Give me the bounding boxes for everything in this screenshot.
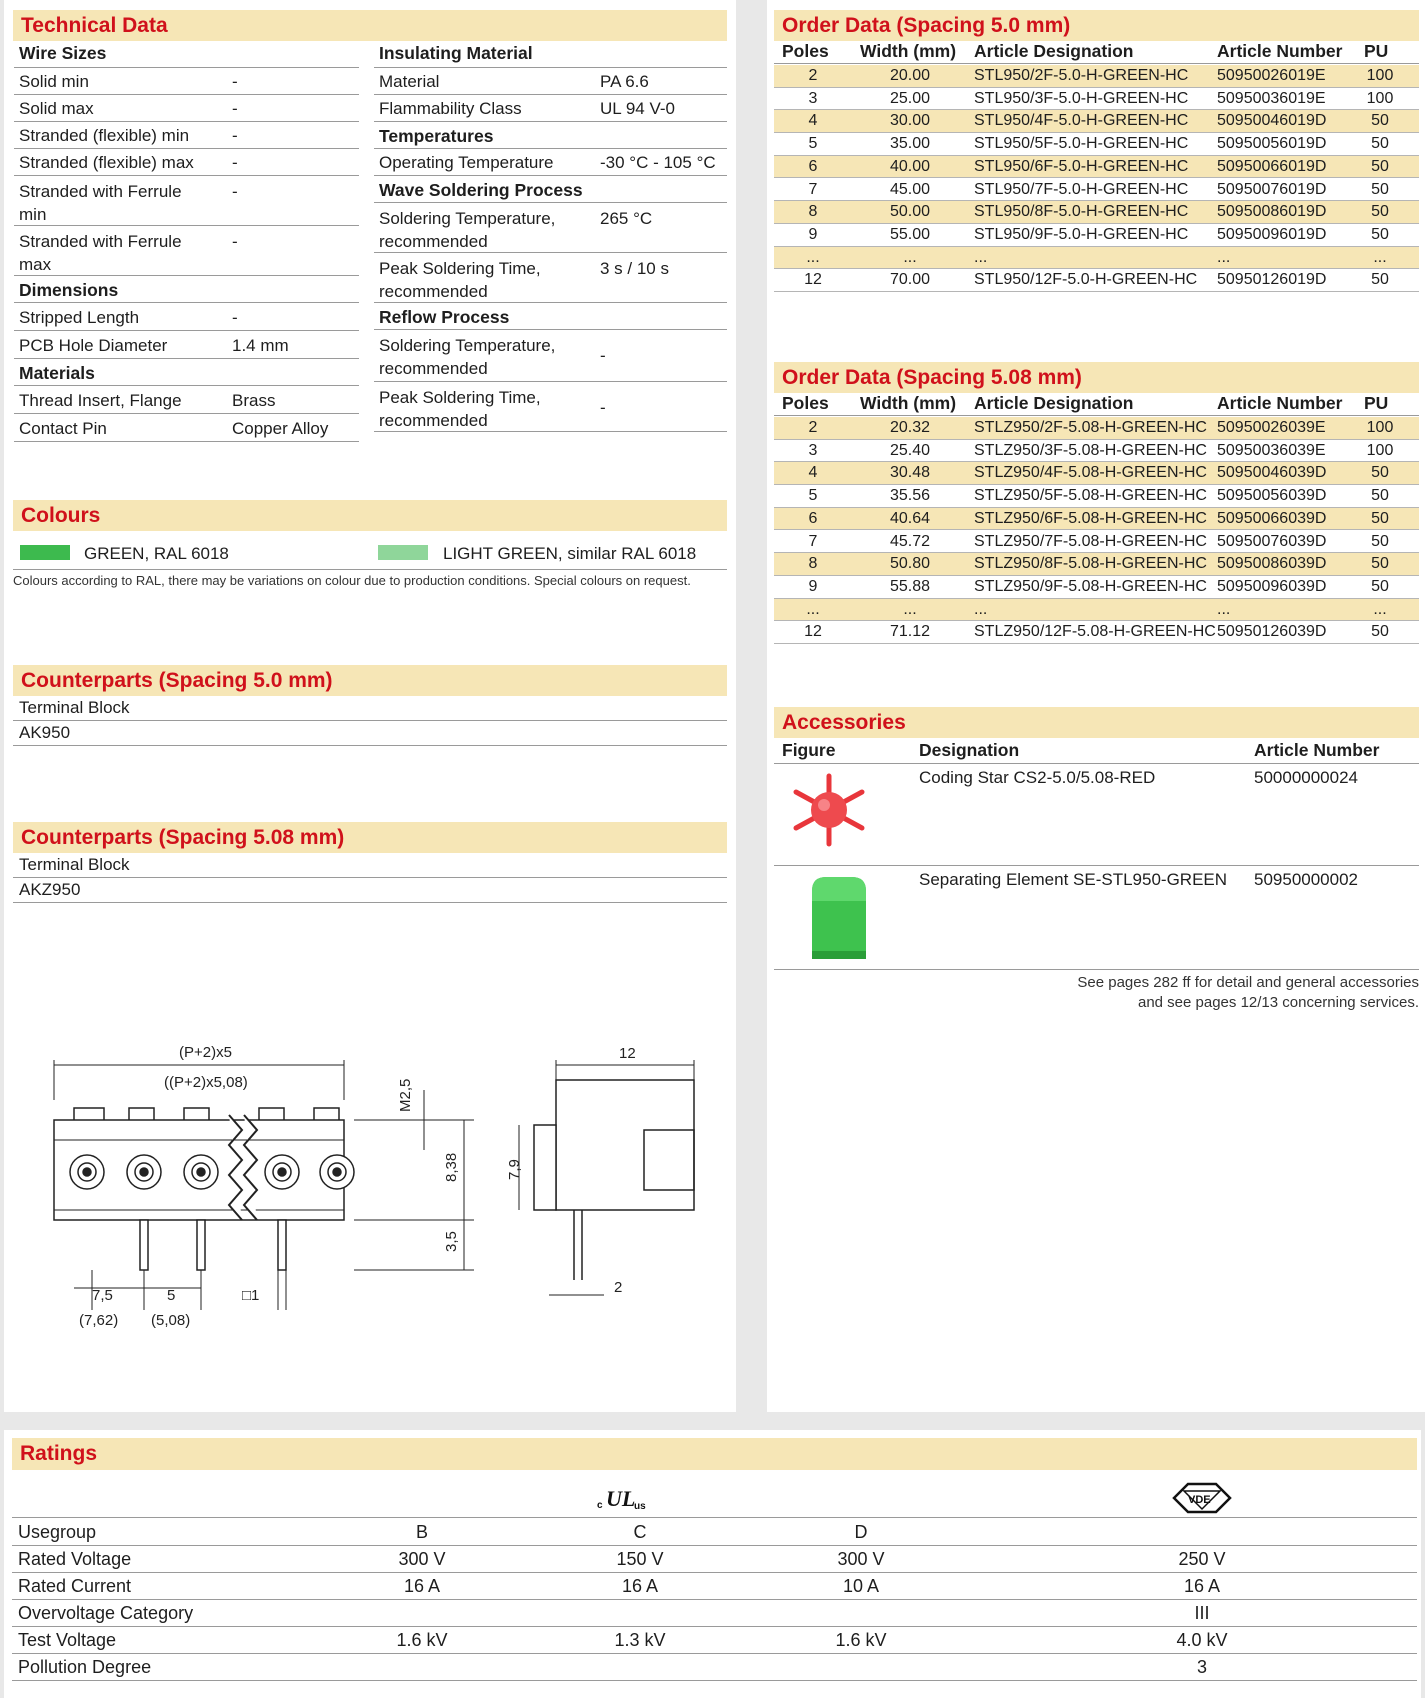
pu-cell: 50 xyxy=(1371,112,1389,130)
order-row xyxy=(774,417,1419,440)
mat-value: Copper Alloy xyxy=(232,419,329,438)
article-number-cell: 50950126019D xyxy=(1217,271,1327,289)
wire-row xyxy=(14,95,359,122)
article-number-cell: 50950076019D xyxy=(1217,180,1327,198)
mat-row xyxy=(14,414,359,442)
article-number-cell: 50950086039D xyxy=(1217,555,1327,573)
wire-label: Solid max xyxy=(19,99,94,118)
order-row xyxy=(774,508,1419,531)
colours-note: Colours according to RAL, there may be variations on colour due to production conditions. Special colours on request. xyxy=(13,573,691,588)
pu-cell: 50 xyxy=(1371,487,1389,505)
counterparts-50-row: AK950 xyxy=(13,721,727,746)
rating-row xyxy=(12,1600,1417,1627)
wire-value: - xyxy=(232,232,238,251)
dim-top1: (P+2)x5 xyxy=(179,1044,232,1061)
wire-value: - xyxy=(232,99,238,118)
width-cell: 50.00 xyxy=(889,203,931,221)
reflow-row xyxy=(374,382,727,432)
mat-label: Contact Pin xyxy=(19,419,107,438)
designation-cell: STL950/6F-5.0-H-GREEN-HC xyxy=(974,157,1189,175)
wire-row xyxy=(14,122,359,149)
green-label: GREEN, RAL 6018 xyxy=(84,544,229,563)
pu-cell: 50 xyxy=(1371,577,1389,595)
wire-label: Stranded with Ferrule max xyxy=(19,232,182,274)
designation-cell: STLZ950/5F-5.08-H-GREEN-HC xyxy=(974,487,1207,505)
width-cell: ... xyxy=(903,248,917,266)
wire-row xyxy=(14,68,359,95)
reflow-value: - xyxy=(600,346,606,365)
designation-cell: STL950/3F-5.0-H-GREEN-HC xyxy=(974,89,1189,107)
rating-b: 300 V xyxy=(398,1549,446,1569)
order-row xyxy=(774,65,1419,88)
rating-b: 1.6 kV xyxy=(396,1630,448,1650)
acc-designation-header: Designation xyxy=(919,740,1020,760)
pu-cell: 50 xyxy=(1371,180,1389,198)
accessories-header: Accessories xyxy=(774,707,1419,738)
dim-value: 1.4 mm xyxy=(232,336,289,355)
accessory-row xyxy=(774,866,1419,970)
dim-5: 5 xyxy=(167,1287,176,1304)
width-cell: 40.64 xyxy=(889,509,931,527)
designation-cell: STL950/12F-5.0-H-GREEN-HC xyxy=(974,271,1198,289)
rating-b: B xyxy=(415,1522,428,1542)
order-row xyxy=(774,269,1419,292)
poles-cell: 3 xyxy=(808,441,818,459)
poles-cell: 7 xyxy=(808,180,818,198)
counterparts-50-header: Counterparts (Spacing 5.0 mm) xyxy=(13,665,727,696)
ratings-logos xyxy=(12,1474,1417,1518)
poles-cell: 12 xyxy=(804,623,822,641)
width-cell: 45.72 xyxy=(889,532,931,550)
rating-label: Rated Voltage xyxy=(18,1549,132,1569)
rating-label: Rated Current xyxy=(18,1576,132,1596)
order-row xyxy=(774,156,1419,179)
wave-row xyxy=(374,203,727,253)
article-number-cell: 50950086019D xyxy=(1217,203,1327,221)
svg-text:c: c xyxy=(597,1500,603,1511)
wave-row xyxy=(374,253,727,303)
wave-label: Soldering Temperature, recommended xyxy=(379,209,556,251)
dim-35: 3,5 xyxy=(443,1231,460,1252)
ins-label: Flammability Class xyxy=(379,99,522,118)
wave-value: 265 °C xyxy=(600,209,653,228)
designation-cell: STLZ950/3F-5.08-H-GREEN-HC xyxy=(974,441,1207,459)
wire-row xyxy=(14,176,359,226)
dim-label: PCB Hole Diameter xyxy=(19,336,168,355)
dim-sq: □1 xyxy=(242,1287,260,1304)
wire-value: - xyxy=(232,182,238,201)
reflow-row xyxy=(374,330,727,382)
order-row xyxy=(774,133,1419,156)
pu-cell: 100 xyxy=(1366,441,1394,459)
dim-508: (5,08) xyxy=(151,1312,191,1329)
mat-label: Thread Insert, Flange xyxy=(19,391,182,410)
width-cell: 45.00 xyxy=(889,180,931,198)
mat-value: Brass xyxy=(232,391,276,410)
technical-drawing xyxy=(4,1020,736,1360)
pu-cell: 50 xyxy=(1371,135,1389,153)
width-cell: 55.00 xyxy=(889,225,931,243)
wave-value: 3 s / 10 s xyxy=(600,259,669,278)
ins-value: UL 94 V-0 xyxy=(600,99,675,118)
pu-cell: 50 xyxy=(1371,532,1389,550)
pu-cell: 50 xyxy=(1371,157,1389,175)
article-number-cell: 50950036039E xyxy=(1217,441,1326,459)
reflow-heading: Reflow Process xyxy=(374,303,727,330)
poles-header: Poles xyxy=(782,41,829,61)
dimensions-heading: Dimensions xyxy=(14,276,359,303)
designation-cell: STLZ950/12F-5.08-H-GREEN-HC xyxy=(974,623,1216,641)
width-cell: 30.48 xyxy=(889,464,931,482)
wire-sizes-heading: Wire Sizes xyxy=(14,41,359,68)
ratings-header: Ratings xyxy=(12,1438,1417,1470)
width-cell: 71.12 xyxy=(889,623,931,641)
dim-row xyxy=(14,303,359,331)
poles-cell: 9 xyxy=(808,577,818,595)
order-row xyxy=(774,531,1419,554)
order-50-table-header xyxy=(774,41,1419,64)
order-row xyxy=(774,553,1419,576)
order-508-table-header xyxy=(774,393,1419,416)
poles-cell: 12 xyxy=(804,271,822,289)
dim-label: Stripped Length xyxy=(19,308,140,327)
width-cell: 20.32 xyxy=(889,419,931,436)
rating-row xyxy=(12,1519,1417,1546)
temp-label: Operating Temperature xyxy=(379,153,554,172)
article-number-cell: 50950046019D xyxy=(1217,112,1327,130)
rating-c: 1.3 kV xyxy=(614,1630,666,1650)
order-row xyxy=(774,440,1419,463)
reflow-label: Peak Soldering Time, recommended xyxy=(379,388,541,430)
article-number-cell: 50950076039D xyxy=(1217,532,1327,550)
order-row xyxy=(774,88,1419,111)
wire-label: Stranded with Ferrule min xyxy=(19,182,182,224)
designation-cell: STLZ950/9F-5.08-H-GREEN-HC xyxy=(974,577,1207,595)
article-number-cell: 50950046039D xyxy=(1217,464,1327,482)
technical-data-header: Technical Data xyxy=(13,10,727,41)
poles-cell: 2 xyxy=(808,67,818,84)
pu-cell: 50 xyxy=(1371,225,1389,243)
designation-cell: ... xyxy=(974,248,988,266)
designation-cell: STL950/4F-5.0-H-GREEN-HC xyxy=(974,112,1189,130)
dim-top2: ((P+2)x5,08) xyxy=(164,1074,248,1091)
accessory-article: 50000000024 xyxy=(1254,768,1359,787)
ul-logo-icon xyxy=(597,1482,647,1514)
wire-value: - xyxy=(232,72,238,91)
order-row xyxy=(774,485,1419,508)
dim-79: 7,9 xyxy=(506,1159,523,1180)
width-cell: 35.56 xyxy=(889,487,931,505)
width-cell: 25.40 xyxy=(889,441,931,459)
order-row xyxy=(774,247,1419,270)
width-header: Width (mm) xyxy=(860,393,957,413)
rating-vde: 250 V xyxy=(1178,1549,1226,1569)
designation-cell: STL950/5F-5.0-H-GREEN-HC xyxy=(974,135,1189,153)
counterparts-508-header: Counterparts (Spacing 5.08 mm) xyxy=(13,822,727,853)
article-number-cell: 50950126039D xyxy=(1217,623,1327,641)
width-cell: 35.00 xyxy=(889,135,931,153)
article-number-cell: 50950066019D xyxy=(1217,157,1327,175)
article-number-cell: ... xyxy=(1217,248,1231,266)
dim-75: 7,5 xyxy=(92,1287,113,1304)
designation-cell: STLZ950/7F-5.08-H-GREEN-HC xyxy=(974,532,1207,550)
width-cell: 25.00 xyxy=(889,89,931,107)
article-number-cell: 50950056019D xyxy=(1217,135,1327,153)
poles-cell: 2 xyxy=(808,419,818,436)
article-number-cell: 50950036019E xyxy=(1217,89,1326,107)
reflow-label: Soldering Temperature, recommended xyxy=(379,336,556,378)
colours-header: Colours xyxy=(13,500,727,531)
rating-c: 150 V xyxy=(616,1549,664,1569)
wire-value: - xyxy=(232,153,238,172)
pu-cell: 50 xyxy=(1371,203,1389,221)
designation-cell: STL950/2F-5.0-H-GREEN-HC xyxy=(974,67,1189,84)
temp-row xyxy=(374,149,727,176)
article-number-cell: ... xyxy=(1217,600,1231,618)
wire-row xyxy=(14,226,359,276)
pu-cell: 100 xyxy=(1366,419,1394,436)
article-number-cell: 50950056039D xyxy=(1217,487,1327,505)
reflow-value: - xyxy=(600,398,606,417)
rating-row xyxy=(12,1627,1417,1654)
designation-cell: STLZ950/6F-5.08-H-GREEN-HC xyxy=(974,509,1207,527)
poles-cell: 6 xyxy=(808,509,818,527)
materials-heading: Materials xyxy=(14,359,359,386)
wire-value: - xyxy=(232,126,238,145)
article-number-cell: 50950026019E xyxy=(1217,67,1326,84)
counterparts-50-row: Terminal Block xyxy=(13,696,727,721)
article-header: Article Number xyxy=(1217,393,1343,413)
order-50-header: Order Data (Spacing 5.0 mm) xyxy=(774,10,1419,41)
dim-762: (7,62) xyxy=(79,1312,119,1329)
ins-value: PA 6.6 xyxy=(600,72,649,91)
acc-article-header: Article Number xyxy=(1254,740,1380,760)
svg-text:us: us xyxy=(634,1501,646,1512)
figure-header: Figure xyxy=(782,740,836,760)
poles-cell: 3 xyxy=(808,89,818,107)
width-cell: 30.00 xyxy=(889,112,931,130)
rating-label: Pollution Degree xyxy=(18,1657,152,1677)
width-cell: 70.00 xyxy=(889,271,931,289)
pu-header: PU xyxy=(1364,41,1389,61)
designation-header: Article Designation xyxy=(974,41,1134,61)
light-green-swatch xyxy=(378,545,428,560)
poles-cell: ... xyxy=(806,248,820,266)
poles-cell: 6 xyxy=(808,157,818,175)
rating-vde: 16 A xyxy=(1183,1576,1221,1596)
pu-cell: ... xyxy=(1373,600,1387,618)
article-number-cell: 50950026039E xyxy=(1217,419,1326,436)
poles-cell: 4 xyxy=(808,112,818,130)
designation-cell: STLZ950/8F-5.08-H-GREEN-HC xyxy=(974,555,1207,573)
pu-cell: ... xyxy=(1373,248,1387,266)
designation-cell: STL950/9F-5.0-H-GREEN-HC xyxy=(974,225,1189,243)
poles-cell: 5 xyxy=(808,135,818,153)
width-cell: 55.88 xyxy=(889,577,931,595)
order-row xyxy=(774,110,1419,133)
article-number-cell: 50950096039D xyxy=(1217,577,1327,595)
designation-header: Article Designation xyxy=(974,393,1134,413)
order-row xyxy=(774,201,1419,224)
order-row xyxy=(774,599,1419,622)
accessory-designation: Coding Star CS2-5.0/5.08-RED xyxy=(919,768,1156,787)
dim-m: M2,5 xyxy=(397,1078,414,1112)
dim-row xyxy=(14,331,359,359)
ins-label: Material xyxy=(379,72,440,91)
wire-label: Solid min xyxy=(19,72,89,91)
rating-row xyxy=(12,1573,1417,1600)
width-cell: 20.00 xyxy=(889,67,931,84)
designation-cell: STLZ950/4F-5.08-H-GREEN-HC xyxy=(974,464,1207,482)
dim-838: 8,38 xyxy=(443,1152,460,1182)
counterparts-508-row: AKZ950 xyxy=(13,878,727,903)
pu-cell: 50 xyxy=(1371,509,1389,527)
dim-value: - xyxy=(232,308,238,327)
designation-cell: STLZ950/2F-5.08-H-GREEN-HC xyxy=(974,419,1207,436)
wave-label: Peak Soldering Time, recommended xyxy=(379,259,541,301)
ins-row xyxy=(374,68,727,95)
rating-label: Test Voltage xyxy=(18,1630,117,1650)
pu-cell: 50 xyxy=(1371,271,1389,289)
ratings-panel xyxy=(4,1430,1421,1698)
pu-cell: 100 xyxy=(1366,67,1394,84)
dim-2: 2 xyxy=(614,1279,623,1296)
order-row xyxy=(774,179,1419,202)
rating-d: 300 V xyxy=(837,1549,885,1569)
colours-row xyxy=(13,541,727,570)
order-row xyxy=(774,462,1419,485)
left-panel xyxy=(4,0,736,1412)
green-swatch xyxy=(20,545,70,560)
rating-d: 10 A xyxy=(842,1576,880,1596)
poles-cell: 8 xyxy=(808,555,818,573)
rating-row xyxy=(12,1546,1417,1573)
light-green-label: LIGHT GREEN, similar RAL 6018 xyxy=(443,544,697,563)
rating-d: 1.6 kV xyxy=(835,1630,887,1650)
ins-row xyxy=(374,95,727,122)
rating-vde: III xyxy=(1194,1603,1210,1623)
counterparts-508-row: Terminal Block xyxy=(13,853,727,878)
width-cell: 50.80 xyxy=(889,555,931,573)
wave-heading: Wave Soldering Process xyxy=(374,176,727,203)
accessories-note-line2: and see pages 12/13 concerning services. xyxy=(1137,994,1419,1011)
width-header: Width (mm) xyxy=(860,41,957,61)
width-cell: ... xyxy=(903,600,917,618)
insulating-heading: Insulating Material xyxy=(374,41,727,68)
svg-text:VDE: VDE xyxy=(1188,1494,1211,1506)
rating-label: Overvoltage Category xyxy=(18,1603,194,1623)
article-number-cell: 50950066039D xyxy=(1217,509,1327,527)
pu-cell: 100 xyxy=(1366,89,1394,107)
temp-value: -30 °C - 105 °C xyxy=(600,153,716,172)
poles-cell: 9 xyxy=(808,225,818,243)
designation-cell: STL950/7F-5.0-H-GREEN-HC xyxy=(974,180,1189,198)
rating-row xyxy=(12,1654,1417,1681)
order-508-header: Order Data (Spacing 5.08 mm) xyxy=(774,362,1419,393)
order-row xyxy=(774,224,1419,247)
rating-c: 16 A xyxy=(621,1576,659,1596)
poles-cell: 4 xyxy=(808,464,818,482)
designation-cell: STL950/8F-5.0-H-GREEN-HC xyxy=(974,203,1189,221)
wire-row xyxy=(14,149,359,176)
pu-header: PU xyxy=(1364,393,1389,413)
width-cell: 40.00 xyxy=(889,157,931,175)
accessory-designation: Separating Element SE-STL950-GREEN xyxy=(919,870,1228,889)
poles-cell: 7 xyxy=(808,532,818,550)
rating-vde: 3 xyxy=(1196,1657,1207,1677)
separating-element-icon xyxy=(804,871,874,966)
poles-cell: ... xyxy=(806,600,820,618)
wire-label: Stranded (flexible) min xyxy=(19,126,190,145)
temperatures-heading: Temperatures xyxy=(374,122,727,149)
poles-header: Poles xyxy=(782,393,829,413)
order-row xyxy=(774,576,1419,599)
accessory-row xyxy=(774,764,1419,866)
coding-star-icon xyxy=(784,770,874,850)
accessories-table-header xyxy=(774,738,1419,764)
rating-vde: 4.0 kV xyxy=(1176,1630,1228,1650)
accessories-note-line1: See pages 282 ff for detail and general accessories xyxy=(1077,974,1419,991)
right-panel xyxy=(767,0,1425,1412)
rating-c: C xyxy=(633,1522,647,1542)
order-row xyxy=(774,621,1419,644)
pu-cell: 50 xyxy=(1371,623,1389,641)
designation-cell: ... xyxy=(974,600,988,618)
rating-b: 16 A xyxy=(403,1576,441,1596)
poles-cell: 5 xyxy=(808,487,818,505)
rating-label: Usegroup xyxy=(18,1522,97,1542)
rating-d: D xyxy=(854,1522,868,1542)
pu-cell: 50 xyxy=(1371,464,1389,482)
dim-12: 12 xyxy=(619,1045,636,1062)
vde-logo-icon xyxy=(1172,1481,1232,1515)
pu-cell: 50 xyxy=(1371,555,1389,573)
mat-row xyxy=(14,386,359,414)
accessory-article: 50950000002 xyxy=(1254,870,1359,889)
article-number-cell: 50950096019D xyxy=(1217,225,1327,243)
svg-text:UL: UL xyxy=(606,1486,636,1511)
wire-label: Stranded (flexible) max xyxy=(19,153,194,172)
accessories-note xyxy=(774,973,1419,1013)
article-header: Article Number xyxy=(1217,41,1343,61)
poles-cell: 8 xyxy=(808,203,818,221)
